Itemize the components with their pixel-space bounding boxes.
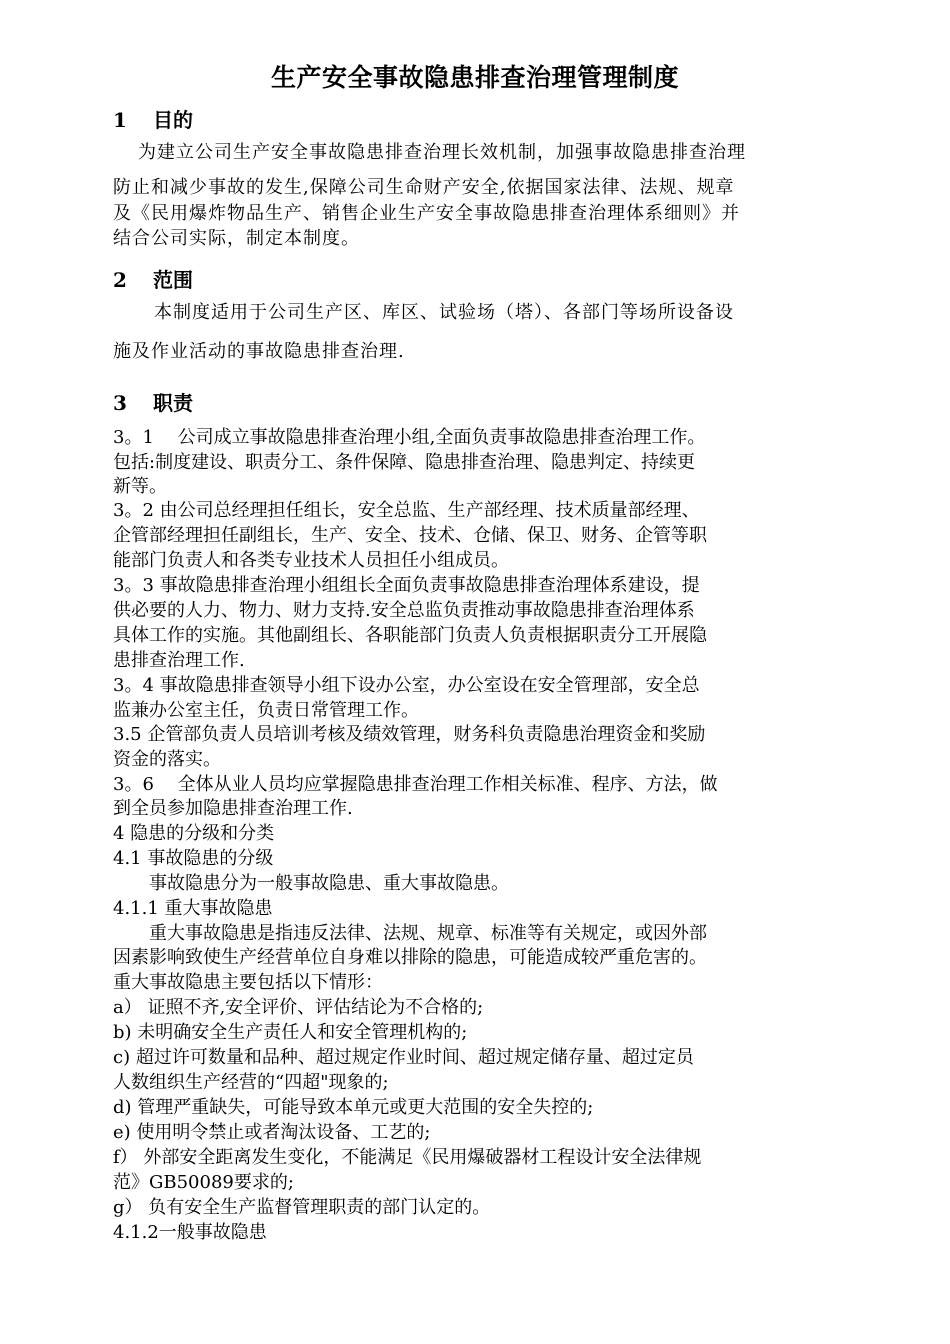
section-number: 1 [113,108,127,132]
scope-line: 本制度适用于公司生产区、库区、试验场（塔）、各部门等场所设备设 [154,302,734,323]
body-line: 重大事故隐患是指违反法律、法规、规章、标准等有关规定，或因外部 [113,923,707,944]
section-title: 范围 [153,268,193,292]
body-line: 供必要的人力、物力、财力支持.安全总监负责推动事故隐患排查治理体系 [113,600,695,621]
body-line: 4.1 事故隐患的分级 [113,848,274,869]
scope-line: 施及作业活动的事故隐患排查治理. [113,341,405,362]
body-line: 3.5 企管部负责人员培训考核及绩效管理，财务科负责隐患治理资金和奖励 [113,724,706,745]
body-line: 具体工作的实施。其他副组长、各职能部门负责人负责根据职责分工开展隐 [113,625,707,646]
body-line: d) 管理严重缺失，可能导致本单元或更大范围的安全失控的; [113,1097,594,1118]
body-line: c) 超过许可数量和品种、超过规定作业时间、超过规定储存量、超过定员 [113,1047,694,1068]
body-line: 3。4 事故隐患排查领导小组下设办公室，办公室设在安全管理部，安全总 [113,675,700,696]
section-title: 目的 [153,108,193,132]
body-line: 能部门负责人和各类专业技术人员担任小组成员。 [113,550,509,571]
body-line: 事故隐患分为一般事故隐患、重大事故隐患。 [113,873,509,894]
body-line: 重大事故隐患主要包括以下情形： [113,972,383,993]
section-heading-duties [113,387,193,416]
section-heading-scope [113,264,193,293]
body-line: 3。2 由公司总经理担任组长，安全总监、生产部经理、技术质量部经理、 [113,500,700,521]
body-line: 到全员参加隐患排查治理工作. [113,798,353,819]
body-line: 4.1.1 重大事故隐患 [113,898,273,919]
section-title: 职责 [153,391,193,415]
body-line: 资金的落实。 [113,749,221,770]
purpose-line: 防止和减少事故的发生,保障公司生命财产安全,依据国家法律、法规、规章 [113,177,735,198]
section-heading-purpose [113,104,193,133]
body-line: 3。3 事故隐患排查治理小组组长全面负责事故隐患排查治理体系建设，提 [113,575,700,596]
body-line: 4.1.2一般事故隐患 [113,1222,267,1243]
section-number: 2 [113,268,127,292]
purpose-line: 结合公司实际，制定本制度。 [113,228,360,249]
document-title: 生产安全事故隐患排查治理管理制度 [270,63,679,92]
body-line: 人数组织生产经营的“四超"现象的; [113,1072,389,1093]
body-line: 患排查治理工作. [113,650,245,671]
body-line: 新等。 [113,476,167,497]
body-line: 3。1 公司成立事故隐患排查治理小组,全面负责事故隐患排查治理工作。 [113,427,706,448]
body-line: 因素影响致使生产经营单位自身难以排除的隐患，可能造成较严重危害的。 [113,947,707,968]
body-line: 4 隐患的分级和分类 [113,823,275,844]
section-number: 3 [113,391,127,415]
body-line: 包括:制度建设、职责分工、条件保障、隐患排查治理、隐患判定、持续更 [113,452,696,473]
body-line: 3。6 全体从业人员均应掌握隐患排查治理工作相关标准、程序、方法，做 [113,774,718,795]
body-line: 企管部经理担任副组长，生产、安全、技术、仓储、保卫、财务、企管等职 [113,525,707,546]
body-line: e) 使用明令禁止或者淘汰设备、工艺的; [113,1122,431,1143]
body-line: b) 未明确安全生产责任人和安全管理机构的; [113,1022,468,1043]
purpose-line: 及《民用爆炸物品生产、销售企业生产安全事故隐患排查治理体系细则》并 [113,203,740,224]
body-line: g） 负有安全生产监督管理职责的部门认定的。 [113,1197,491,1218]
body-line: a） 证照不齐,安全评价、评估结论为不合格的; [113,997,484,1018]
body-line: 监兼办公室主任，负责日常管理工作。 [113,700,419,721]
body-line: f） 外部安全距离发生变化，不能满足《民用爆破器材工程设计安全法律规 [113,1147,702,1168]
body-line: 范》GB50089要求的; [113,1172,294,1193]
purpose-line: 为建立公司生产安全事故隐患排查治理长效机制，加强事故隐患排查治理 [138,142,746,163]
